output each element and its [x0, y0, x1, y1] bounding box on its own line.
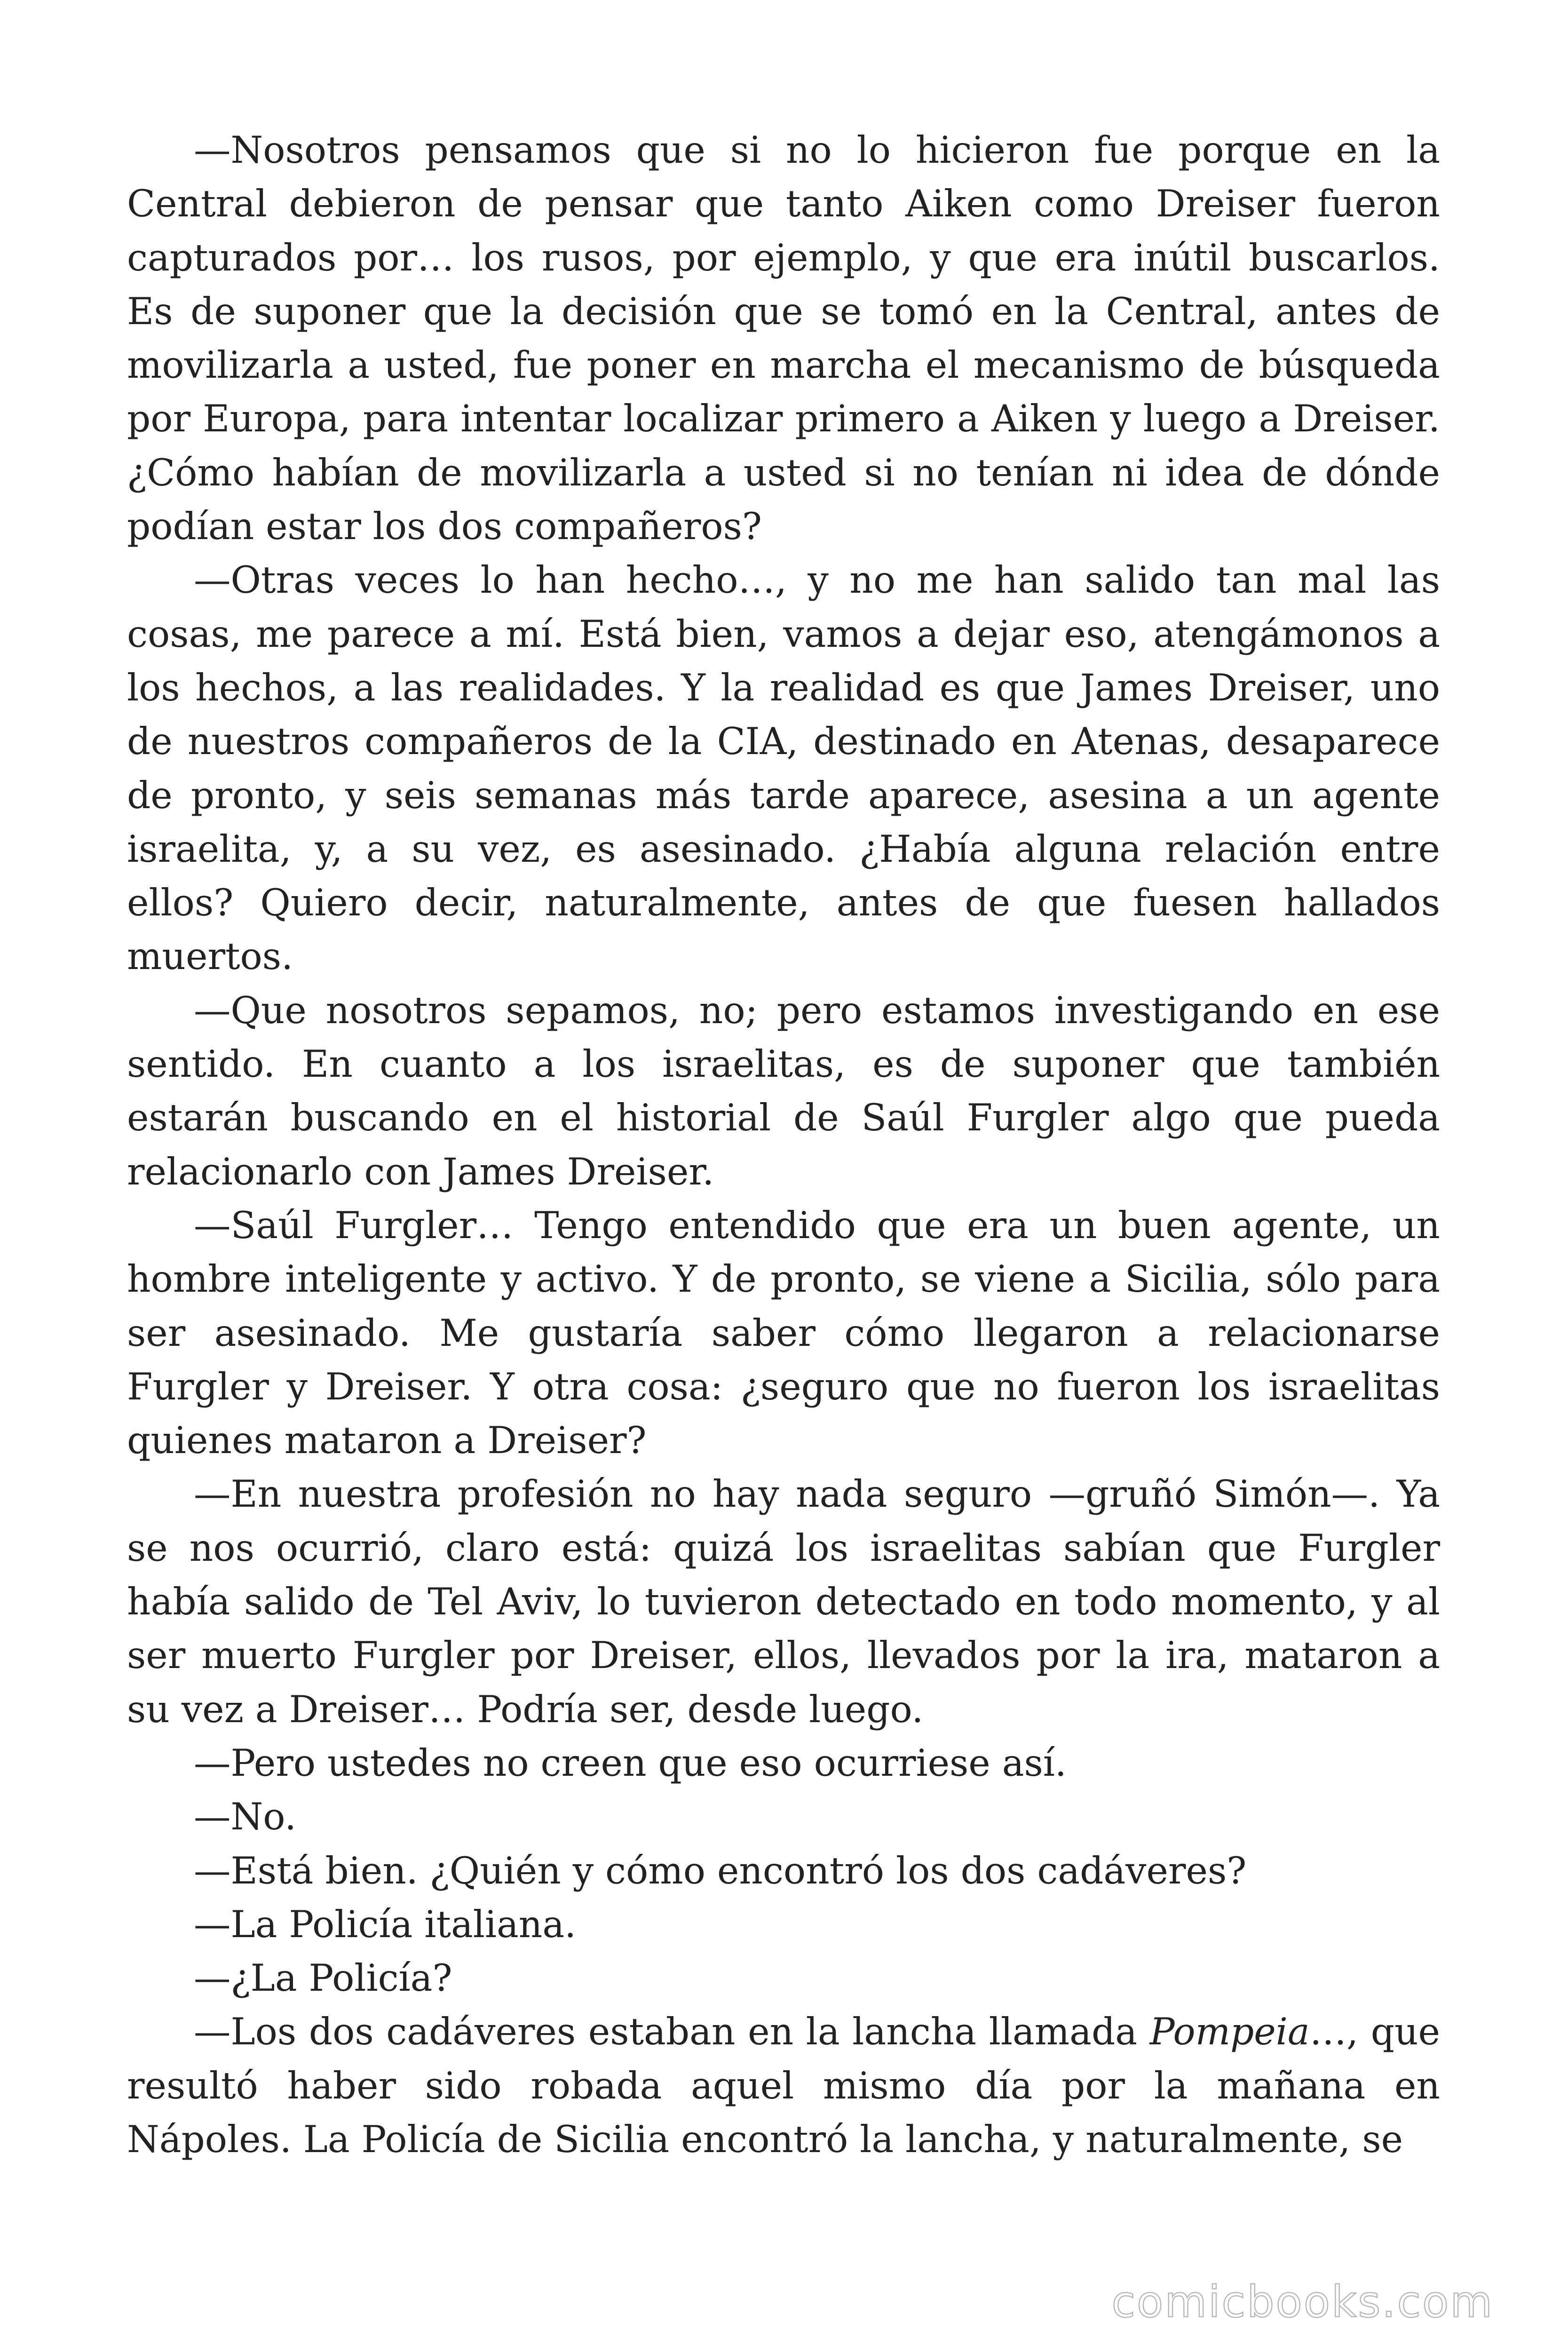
paragraph: —Nosotros pensamos que si no lo hicieron fue porque en la Central debieron de pensar que tanto Aiken como Dreiser fueron capturados por… los rusos, por ejemplo, y que era inútil buscarlos. Es de suponer que la decisión que se tomó en la Central, antes de movilizarla a usted, fue poner en marcha el mecanismo de búsqueda por Europa, para intentar localizar primero a Aiken y luego a Dreiser. ¿Cómo habían de movilizarla a usted si no tenían ni idea de dónde podían estar los dos compañeros? [127, 128, 1440, 548]
paragraph-last [127, 2005, 1440, 2166]
text-run: —Los dos cadáveres estaban en la lancha llamada [194, 2010, 1150, 2054]
watermark-logo: comicbooks.com [1111, 2277, 1494, 2327]
paragraph: —Está bien. ¿Quién y cómo encontró los dos cadáveres? [194, 1849, 1247, 1892]
paragraph: —Otras veces lo han hecho…, y no me han salido tan mal las cosas, me parece a mí. Está bien, vamos a dejar eso, atengámonos a los hechos, a las realidades. Y la realidad es que James Dreiser, uno de nuestros compañeros de la CIA, destinado en Atenas, desaparece de pronto, y seis semanas más tarde aparece, asesina a un agente israelita, y, a su vez, es asesinado. ¿Había alguna relación entre ellos? Quiero decir, naturalmente, antes de que fuesen hallados muertos. [127, 558, 1440, 978]
paragraph: —Pero ustedes no creen que eso ocurriese así. [194, 1741, 1067, 1785]
paragraph: —Saúl Furgler… Tengo entendido que era un buen agente, un hombre inteligente y activo. Y de pronto, se viene a Sicilia, sólo para ser asesinado. Me gustaría saber cómo llegaron a relacionarse Furgler y Dreiser. Y otra cosa: ¿seguro que no fueron los israelitas quienes mataron a Dreiser? [127, 1203, 1440, 1462]
paragraph: —Que nosotros sepamos, no; pero estamos investigando en ese sentido. En cuanto a los israelitas, es de suponer que también estarán buscando en el historial de Saúl Furgler algo que pueda relacionarlo con James Dreiser. [127, 988, 1440, 1193]
paragraph: —¿La Policía? [194, 1956, 452, 2000]
paragraph: —En nuestra profesión no hay nada seguro —gruñó Simón—. Ya se nos ocurrió, claro está: quizá los israelitas sabían que Furgler había salido de Tel Aviv, lo tuvieron detectado en todo momento, y al ser muerto Furgler por Dreiser, ellos, llevados por la ira, mataron a su vez a Dreiser… Podría ser, desde luego. [127, 1472, 1440, 1731]
paragraph: —La Policía italiana. [194, 1902, 577, 1946]
paragraph: —No. [194, 1795, 297, 1839]
text-run: …, que resultó haber sido robada aquel mismo día por la mañana en Nápoles. La Policía de Sicilia encontró la lancha, y naturalmente, se [127, 2010, 1440, 2161]
page-text [127, 123, 1440, 2166]
italic-ship-name: Pompeia [1149, 2010, 1310, 2054]
